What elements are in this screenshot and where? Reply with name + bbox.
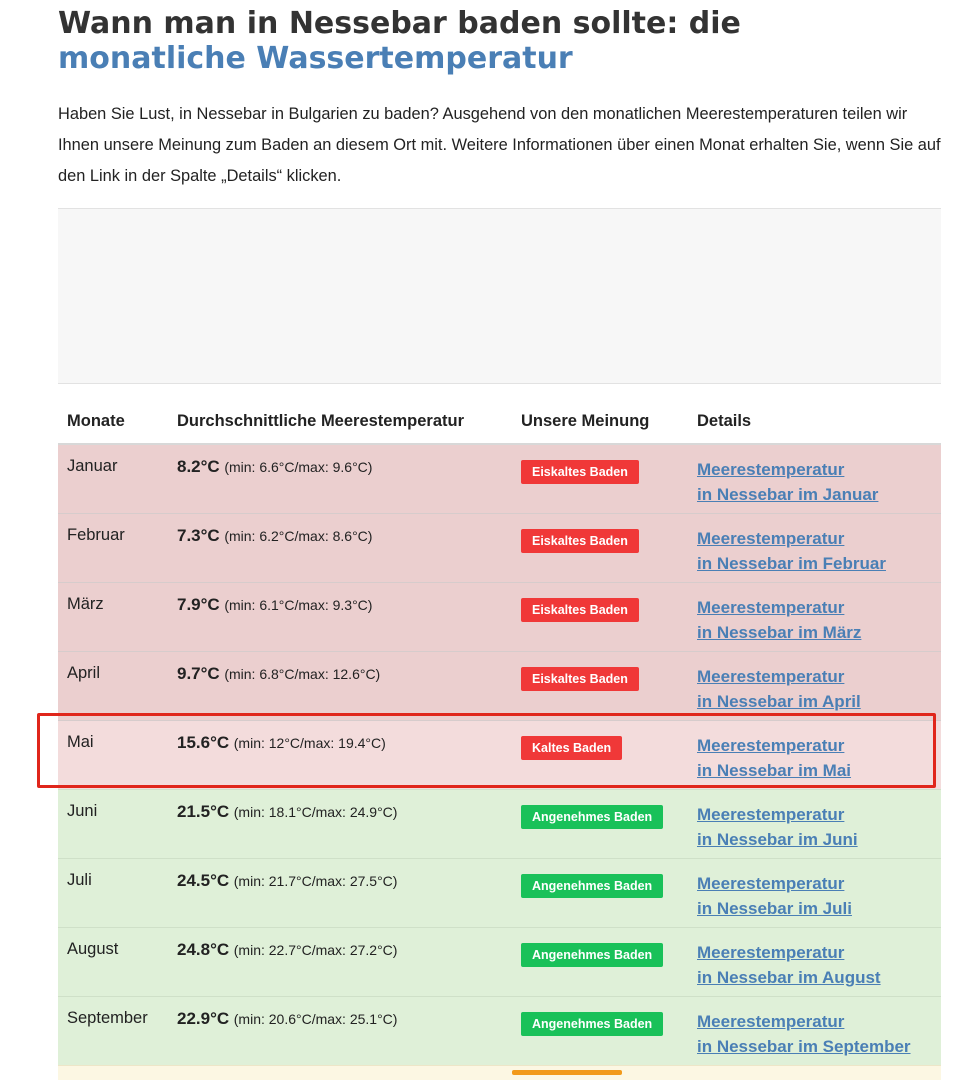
table-row-highlighted xyxy=(58,720,941,789)
intro-paragraph: Haben Sie Lust, in Nessebar in Bulgarien zu baden? Ausgehend von den monatlichen Meerestemperaturen teilen wir Ihnen unsere Meinung zum Baden an diesem Ort mit. Weitere Informationen über einen Monat erhalten Sie, wenn Sie auf den Link in der Spalte „Details“ klicken. xyxy=(58,105,941,185)
table-row xyxy=(58,927,941,996)
ad-placeholder xyxy=(58,208,941,384)
temperature-range: (min: 6.2°C/max: 8.6°C) xyxy=(224,527,373,544)
column-header-average-temperature: Durchschnittliche Meerestemperatur xyxy=(168,400,512,444)
temperature-range: (min: 20.6°C/max: 25.1°C) xyxy=(233,1010,398,1027)
month-cell: Juli xyxy=(58,858,168,927)
opinion-cell xyxy=(512,651,688,720)
opinion-badge: Eiskaltes Baden xyxy=(521,598,639,622)
month-cell: September xyxy=(58,996,168,1065)
temperature-range: (min: 6.8°C/max: 12.6°C) xyxy=(224,665,381,682)
opinion-badge: Eiskaltes Baden xyxy=(521,529,639,553)
details-cell xyxy=(688,720,941,789)
average-temperature: 7.3°C xyxy=(177,525,220,545)
opinion-badge xyxy=(512,1070,622,1075)
table-row xyxy=(58,996,941,1065)
temperature-cell xyxy=(168,720,512,789)
column-header-details: Details xyxy=(688,400,941,444)
opinion-badge: Angenehmes Baden xyxy=(521,1012,663,1036)
opinion-badge: Angenehmes Baden xyxy=(521,943,663,967)
opinion-cell xyxy=(512,720,688,789)
temperature-cell xyxy=(168,927,512,996)
month-cell: Februar xyxy=(58,513,168,582)
details-link[interactable]: Meerestemperatur in Nessebar im Juli xyxy=(697,873,852,918)
temperature-cell xyxy=(168,858,512,927)
table-row xyxy=(58,651,941,720)
details-cell xyxy=(688,444,941,513)
details-link[interactable]: Meerestemperatur in Nessebar im März xyxy=(697,597,862,642)
average-temperature: 24.5°C xyxy=(177,870,230,890)
details-link[interactable]: Meerestemperatur in Nessebar im Mai xyxy=(697,735,852,780)
temperature-cell xyxy=(168,582,512,651)
average-temperature: 22.9°C xyxy=(177,1008,230,1028)
water-temperature-table xyxy=(58,400,941,1080)
opinion-cell xyxy=(512,927,688,996)
details-link[interactable]: Meerestemperatur in Nessebar im September xyxy=(697,1011,911,1056)
opinion-cell xyxy=(512,582,688,651)
average-temperature: 24.8°C xyxy=(177,939,230,959)
details-cell xyxy=(688,789,941,858)
opinion-cell xyxy=(512,858,688,927)
details-cell xyxy=(688,651,941,720)
column-header-months: Monate xyxy=(58,400,168,444)
table-row xyxy=(58,444,941,513)
opinion-cell xyxy=(512,1065,688,1080)
opinion-badge: Eiskaltes Baden xyxy=(521,667,639,691)
details-cell xyxy=(688,513,941,582)
opinion-cell xyxy=(512,444,688,513)
details-cell xyxy=(688,927,941,996)
month-cell: April xyxy=(58,651,168,720)
month-cell: Juni xyxy=(58,789,168,858)
page-title-main: Wann man in Nessebar baden sollte: die xyxy=(58,6,741,41)
temperature-cell xyxy=(168,444,512,513)
details-cell xyxy=(688,582,941,651)
average-temperature: 15.6°C xyxy=(177,732,230,752)
page-title-accent: monatliche Wassertemperatur xyxy=(58,41,573,76)
month-cell: März xyxy=(58,582,168,651)
opinion-badge: Kaltes Baden xyxy=(521,736,622,760)
temperature-cell xyxy=(168,1065,512,1080)
opinion-cell xyxy=(512,513,688,582)
details-link[interactable]: Meerestemperatur in Nessebar im April xyxy=(697,666,861,711)
table-row xyxy=(58,582,941,651)
opinion-cell xyxy=(512,789,688,858)
details-cell xyxy=(688,858,941,927)
details-link[interactable]: Meerestemperatur in Nessebar im Februar xyxy=(697,528,886,573)
average-temperature: 21.5°C xyxy=(177,801,230,821)
table-header-row xyxy=(58,400,941,444)
temperature-range: (min: 21.7°C/max: 27.5°C) xyxy=(233,872,398,889)
page-title xyxy=(58,6,938,76)
opinion-badge: Angenehmes Baden xyxy=(521,805,663,829)
details-cell xyxy=(688,996,941,1065)
temperature-cell xyxy=(168,651,512,720)
details-link[interactable]: Meerestemperatur in Nessebar im Januar xyxy=(697,460,879,504)
details-link[interactable]: Meerestemperatur in Nessebar im August xyxy=(697,942,881,987)
month-cell: Mai xyxy=(58,720,168,789)
temperature-cell xyxy=(168,789,512,858)
table-row-partial xyxy=(58,1065,941,1080)
column-header-opinion: Unsere Meinung xyxy=(512,400,688,444)
average-temperature: 7.9°C xyxy=(177,594,220,614)
temperature-range: (min: 6.6°C/max: 9.6°C) xyxy=(224,459,373,475)
temperature-cell xyxy=(168,996,512,1065)
month-cell xyxy=(58,1065,168,1080)
month-cell: August xyxy=(58,927,168,996)
table-row xyxy=(58,858,941,927)
average-temperature: 9.7°C xyxy=(177,663,220,683)
average-temperature: 8.2°C xyxy=(177,457,220,476)
month-cell: Januar xyxy=(58,444,168,513)
temperature-range: (min: 12°C/max: 19.4°C) xyxy=(233,734,386,751)
table-row xyxy=(58,789,941,858)
details-cell xyxy=(688,1065,941,1080)
temperature-cell xyxy=(168,513,512,582)
opinion-badge: Eiskaltes Baden xyxy=(521,460,639,484)
temperature-range: (min: 22.7°C/max: 27.2°C) xyxy=(233,941,398,958)
temperature-range: (min: 18.1°C/max: 24.9°C) xyxy=(233,803,398,820)
details-link[interactable]: Meerestemperatur in Nessebar im Juni xyxy=(697,804,858,849)
opinion-cell xyxy=(512,996,688,1065)
temperature-range: (min: 6.1°C/max: 9.3°C) xyxy=(224,596,373,613)
table-row xyxy=(58,513,941,582)
opinion-badge: Angenehmes Baden xyxy=(521,874,663,898)
